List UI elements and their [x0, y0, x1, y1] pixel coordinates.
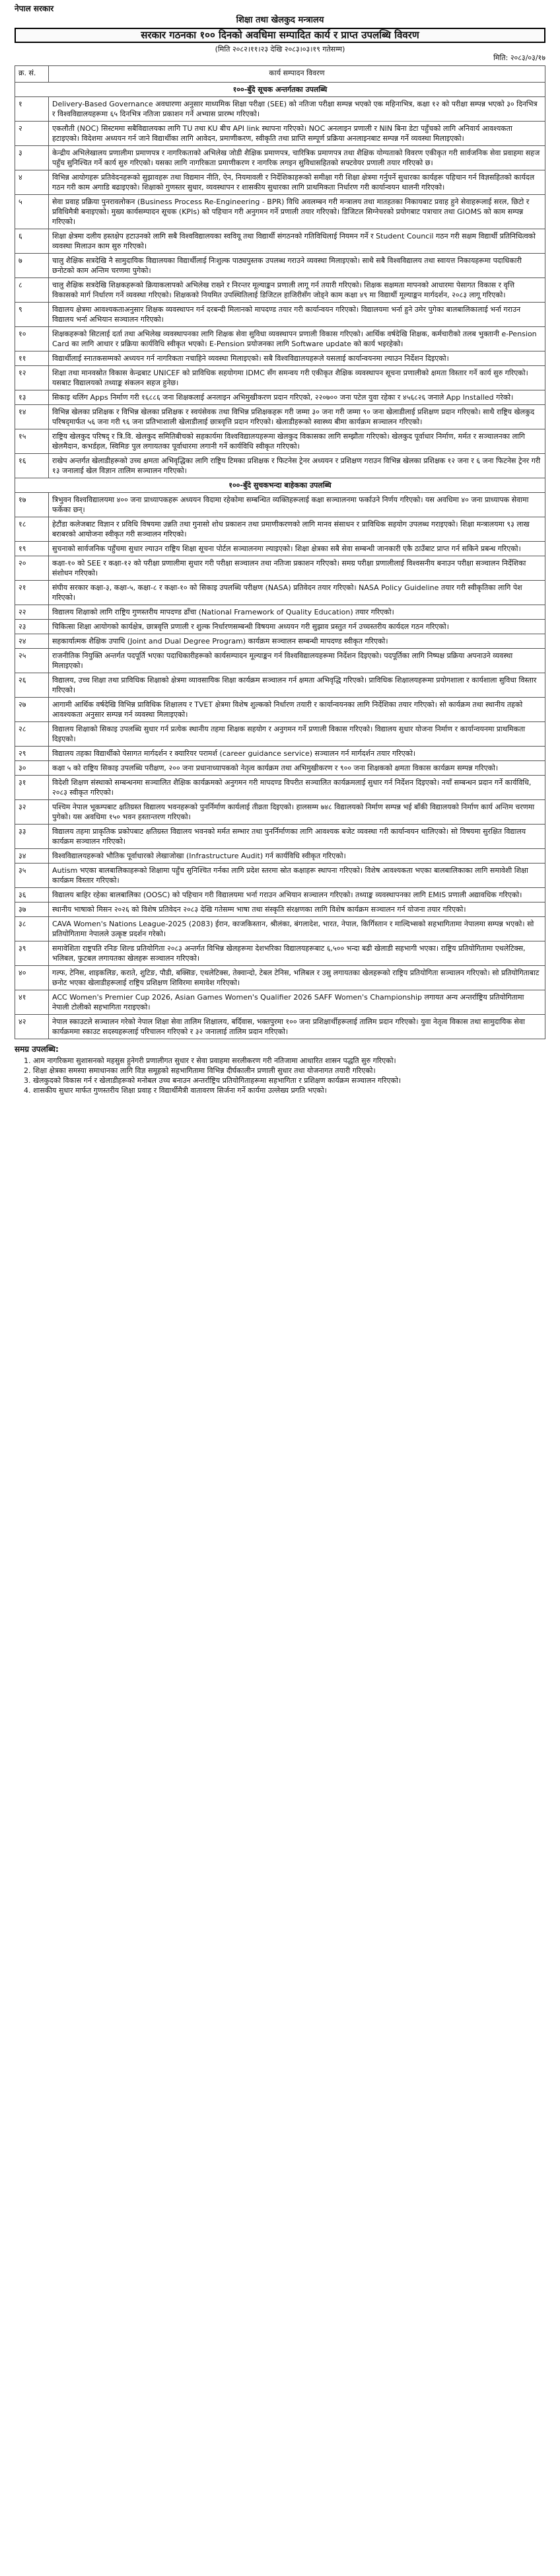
row-number: ३ [15, 146, 49, 170]
summary-item: 4. शासकीय सुधार मार्फत गुणस्तरीय शिक्षा प्रवाह र विद्यार्थीमैत्री वातावरण सिर्जना गर्ने कार्यमा उल्लेख्य प्रगति भएको। [33, 1086, 545, 1095]
row-number: ३८ [15, 917, 49, 941]
row-description: राजनीतिक नियुक्ति अन्तर्गत पदपूर्ति भएका पदाधिकारीहरूको कार्यसम्पादन मूल्याङ्कन गर्न विश्वविद्यालयहरूमा निर्देशन दिइएको। पदपूर्तिका लागि निष्पक्ष प्रक्रिया अपनाउने व्यवस्था मिलाइएको। [49, 649, 545, 673]
row-description: ACC Women's Premier Cup 2026, Asian Games Women's Qualifier 2026 SAFF Women's Championship लगायत अन्य अन्तर्राष्ट्रिय प्रतियोगितामा नेपाली टोलीको सहभागिता गराइएको। [49, 990, 545, 1015]
row-description: चालु शैक्षिक सत्रदेखि नै सामुदायिक विद्यालयका विद्यार्थीलाई निःशुल्क पाठ्यपुस्तक उपलब्ध गराउने व्यवस्था मिलाइएको। साथै सबै विश्वविद्यालय तथा स्वायत्त निकायहरूमा पदाधिकारी छनोटको काम अन्तिम चरणमा पुगेको। [49, 254, 545, 278]
row-description: CAVA Women's Nations League-2025 (2083) ईरान, काजकिस्तान, श्रीलंका, बंगलादेश, भारत, नेपाल, किर्गिस्तान र माल्दिभ्सको सहभागितामा नेपालमा सम्पन्न भएको। सो प्रतियोगितामा नेपालले उत्कृष्ट प्रदर्शन गरेको। [49, 917, 545, 941]
row-description: सहकार्यात्मक शैक्षिक उपाधि (Joint and Dual Degree Program) कार्यक्रम सञ्चालन सम्बन्धी मापदण्ड स्वीकृत गरिएको। [49, 634, 545, 649]
row-number: १२ [15, 366, 49, 390]
row-description: विद्यालय बाहिर रहेका बालबालिका (OOSC) को पहिचान गरी विद्यालयमा भर्ना गराउन अभियान सञ्चालन गरिएको। तथ्याङ्क व्यवस्थापनका लागि EMIS प्रणाली अद्यावधिक गरिएको। [49, 888, 545, 902]
row-description: Autism भएका बालबालिकाहरूको शिक्षामा पहुँच सुनिश्चित गर्नका लागि प्रदेश स्तरमा स्रोत कक्षाहरू स्थापना गरिएको। विशेष आवश्यकता भएका बालबालिकाका लागि समावेशी शिक्षा कार्यक्रम विस्तार गरिएको। [49, 864, 545, 888]
row-number: ३४ [15, 849, 49, 864]
row-number: १ [15, 97, 49, 122]
table-row [15, 146, 545, 170]
table-row [15, 698, 545, 722]
table-row [15, 556, 545, 581]
table-row [15, 917, 545, 941]
table-row [15, 825, 545, 849]
table-row [15, 649, 545, 673]
row-description: शिक्षा तथा मानवस्रोत विकास केन्द्रबाट UNICEF को प्राविधिक सहयोगमा IDMC सँग समन्वय गरी एकीकृत शैक्षिक व्यवस्थापन सूचना प्रणालीको क्षमता विस्तार गर्ने कार्य सुरु गरिएको। यसबाट विद्यालयको तथ्याङ्क संकलन सहज हुनेछ। [49, 366, 545, 390]
row-description: त्रिभुवन विश्वविद्यालयमा ४०० जना प्राध्यापकहरू अध्ययन विदामा रहेकोमा सम्बन्धित व्यक्तिहरूलाई कक्षा सञ्चालनमा फर्काउने निर्णय गरिएको। यस अवधिमा ४० जना प्राध्यापक सेवामा फर्केका छन्। [49, 493, 545, 517]
table-row [15, 195, 545, 229]
row-number: ४० [15, 966, 49, 990]
summary-title: समग्र उपलब्धि: [15, 1045, 59, 1054]
row-number: १३ [15, 390, 49, 405]
table-row [15, 990, 545, 1015]
row-description: सुचनाको सार्वजनिक पहुँचमा सुधार ल्याउन राष्ट्रिय शिक्षा सूचना पोर्टल सञ्चालनमा ल्याइएको। शिक्षा क्षेत्रका सबै सेवा सम्बन्धी जानकारी एकै ठाउँबाट प्राप्त गर्न सकिने प्रबन्ध गरिएको। [49, 542, 545, 556]
table-row [15, 673, 545, 698]
row-number: ९ [15, 303, 49, 327]
section-header-row [15, 478, 545, 493]
date-line: मिति: २०८३/०३/१७ [493, 54, 545, 62]
row-description: विद्यालय शिक्षाको लागि राष्ट्रिय गुणस्तरीय मापदण्ड ढाँचा (National Framework of Quality Education) तयार गरिएको। [49, 605, 545, 620]
row-description: विद्यालय शिक्षाको सिकाइ उपलब्धि सुधार गर्न प्रत्येक स्थानीय तहमा शिक्षक सहयोग र अनुगमन गर्ने प्रणाली विकास गरिएको। विद्यालय सुधार योजना निर्माण र कार्यान्वयनमा प्राथमिकता दिइएको। [49, 722, 545, 747]
row-number: २० [15, 556, 49, 581]
table-header-row [15, 66, 545, 83]
row-number: ४२ [15, 1015, 49, 1039]
row-number: १४ [15, 405, 49, 429]
table-row [15, 620, 545, 634]
table-row [15, 1015, 545, 1039]
table-row [15, 761, 545, 776]
row-number: ४ [15, 170, 49, 195]
table-row [15, 941, 545, 966]
row-description: चिकित्सा शिक्षा आयोगको कार्यक्षेत्र, छात्रवृत्ति प्रणाली र शुल्क निर्धारणसम्बन्धी विषयमा अध्ययन गरी सुझाव प्रस्तुत गर्न उच्चस्तरीय कार्यदल गठन गरिएको। [49, 620, 545, 634]
row-description: शिक्षा क्षेत्रमा दलीय हस्तक्षेप हटाउनको लागि सबै विश्वविद्यालयका स्ववियू तथा विद्यार्थी संगठनको गतिविधिलाई नियमन गर्ने र Student Council गठन गरी सक्षम विद्यार्थी प्रतिनिधित्वको व्यवस्था मिलाउन काम सुरु गरिएको। [49, 229, 545, 254]
table-row [15, 747, 545, 761]
table-row [15, 390, 545, 405]
row-description: शिक्षकहरूको सिटलाई दर्ता तथा अभिलेख व्यवस्थापनका लागि शिक्षक सेवा सुविधा व्यवस्थापन प्रणाली विकास गरिएको। आर्थिक वर्षदेखि शिक्षक, कर्मचारीको तलब भुक्तानी e-Pension Card का लागि आधार र प्रक्रिया कार्यविधि स्वीकृत भएको। E-Pension प्रयोजनका लागि Software update को कार्य भइरहेको। [49, 327, 545, 351]
row-number: ११ [15, 351, 49, 366]
table-row [15, 902, 545, 917]
row-description: विद्यालय तहमा प्राकृतिक प्रकोपबाट क्षतिग्रस्त विद्यालय भवनको मर्मत सम्भार तथा पुनर्निर्माणका लागि आवश्यक बजेट व्यवस्था गरी कार्यान्वयन थालिएको। सो विषयमा सुरक्षित विद्यालय कार्यक्रम सञ्चालन गरिएको। [49, 825, 545, 849]
row-description: Delivery-Based Governance अवधारणा अनुसार माध्यमिक शिक्षा परीक्षा (SEE) को नतिजा परीक्षा सम्पन्न भएको एक महिनाभित्र, कक्षा १२ को परीक्षा सम्पन्न भएको ३० दिनभित्र र विश्वविद्यालयहरूमा ६५ दिनभित्र नतिजा प्रकाशन गर्ने अभ्यास प्रारम्भ गरिएको। [49, 97, 545, 122]
row-number: ३१ [15, 776, 49, 800]
row-description: विद्यालय क्षेत्रमा आवश्यकताअनुसार शिक्षक व्यवस्थापन गर्न दरबन्दी मिलानको मापदण्ड तयार गरी कार्यान्वयन गरिएको। विद्यालयमा भर्ना हुने उमेर पुगेका बालबालिकालाई भर्ना गराउन विद्यालय भर्ना अभियान सञ्चालन गरिएको। [49, 303, 545, 327]
row-description: स्थानीय भाषाको मिसन २०२६ को विशेष प्रतिवेदन २०८३ देखि गतेसम्म भाषा तथा संस्कृति संरक्षणका लागि विशेष कार्यक्रम सञ्चालन गर्न योजना तयार गरिएको। [49, 902, 545, 917]
table-row [15, 405, 545, 429]
row-number: १७ [15, 493, 49, 517]
row-description: संघीय सरकार कक्षा-३, कक्षा-५, कक्षा-८ र कक्षा-१० को सिकाइ उपलब्धि परीक्षण (NASA) प्रतिवेदन तयार गरिएको। NASA Policy Guideline तयार गरी स्वीकृतिका लागि पेश गरिएको। [49, 581, 545, 605]
row-number: १९ [15, 542, 49, 556]
section-title: १००-बुँदे सूचक अन्तर्गतका उपलब्धि [15, 83, 545, 97]
row-description: नेपाल स्काउटले सञ्चालन गरेको नेपाल शिक्षा सेवा तालिम शिक्षालय, बर्दिवास, भक्तपुरमा १०० जना प्रशिक्षार्थीहरूलाई तालिम प्रदान गरिएको। युवा नेतृत्व विकास तथा सामुदायिक सेवा कार्यक्रममा स्काउट सदस्यहरूलाई परिचालन गरिएको र ३२ जनालाई तालिम प्रदान गरिएको। [49, 1015, 545, 1039]
row-number: १६ [15, 454, 49, 478]
row-description: राष्ट्रिय खेलकुद परिषद् र त्रि.वि. खेलकुद समितिबीचको सहकार्यमा विश्वविद्यालयहरूमा खेलकुद विकासका लागि सम्झौता गरिएको। खेलकुद पूर्वाधार निर्माण, मर्मत र सञ्चालनका लागि खेलमैदान, कभर्डहल, स्विमिङ पुल लगायतका पूर्वाधारमा लगानी गर्ने कार्यविधि स्वीकृत गरिएको। [49, 429, 545, 454]
row-number: १८ [15, 517, 49, 542]
col-header-desc: कार्य सम्पादन विवरण [49, 66, 545, 83]
row-description: एकलौती (NOC) सिस्टममा सबैविद्यालयका लागि TU तथा KU बीच API link स्थापना गरिएको। NOC अनलाइन प्रणाली र NIN बिना डेटा पहुँचको लागि अनिवार्य आवश्यकता हटाइएको। विदेशमा अध्ययन गर्न जाने विद्यार्थीका लागि आवेदन, प्रमाणीकरण, स्वीकृति तथा प्राप्ति सम्पूर्ण प्रक्रिया अनलाइनबाट सम्पन्न गर्ने व्यवस्था मिलाइएको। [49, 122, 545, 146]
table-row [15, 278, 545, 303]
row-number: ६ [15, 229, 49, 254]
table-body [15, 83, 545, 1039]
table-row [15, 722, 545, 747]
table-row [15, 800, 545, 825]
row-description: हेटौंडा कलेजबाट विज्ञान र प्रविधि विषयमा उन्नति तथा गुनासो शोध प्रकाशन तथा प्रमाणीकरणको लागि मानव संसाधन र प्राविधिक सहयोग उपलब्ध गराइएको। शिक्षा मन्त्रालयमा ९३ लाख बराबरको आयोजना स्वीकृत गरी सञ्चालन गरिएको। [49, 517, 545, 542]
row-description: विदेशी शिक्षण संस्थाको सम्बन्धनमा सञ्चालित शैक्षिक कार्यक्रमको अनुगमन गरी मापदण्ड विपरीत सञ्चालित कार्यक्रमलाई सुधार गर्न निर्देशन दिइएको। नयाँ सम्बन्धन प्रदान गर्ने कार्यविधि, २०८३ स्वीकृत गरिएको। [49, 776, 545, 800]
row-description: कक्षा-१० को SEE र कक्षा-१२ को परीक्षा प्रणालीमा सुधार गरी परीक्षा सञ्चालन तथा नतिजा प्रकाशन गरिएको। समग्र परीक्षा प्रणालीलाई विश्वसनीय बनाउन परीक्षा सञ्चालन निर्देशिका संशोधन गरिएको। [49, 556, 545, 581]
table-row [15, 634, 545, 649]
table-row [15, 517, 545, 542]
table-row [15, 888, 545, 902]
row-number: ८ [15, 278, 49, 303]
table-row [15, 776, 545, 800]
table-row [15, 581, 545, 605]
table-row [15, 303, 545, 327]
row-number: ३५ [15, 864, 49, 888]
row-number: २१ [15, 581, 49, 605]
row-description: सेवा प्रवाह प्रक्रिया पुनरावलोकन (Business Process Re-Engineering - BPR) विधि अवलम्बन गरी मन्त्रालय तथा मातहतका निकायबाट प्रवाह हुने सेवाहरूलाई सरल, छिटो र प्रविधिमैत्री बनाइएको। मुख्य कार्यसम्पादन सूचक (KPIs) को पहिचान गरी अनुगमन गर्ने प्रणाली तयार गरिएको। डिजिटल सिग्नेचरको प्रयोगबाट पत्राचार तथा GIOMS को काम सम्पन्न गरिएको। [49, 195, 545, 229]
document-title: सरकार गठनका १०० दिनको अवधिमा सम्पादित कार्य र प्राप्त उपलब्धि विवरण [15, 28, 545, 43]
row-number: २६ [15, 673, 49, 698]
progress-table [15, 65, 545, 1039]
row-number: ३३ [15, 825, 49, 849]
row-description: पश्चिम नेपाल भूकम्पबाट क्षतिग्रस्त विद्यालय भवनहरूको पुनर्निर्माण कार्यलाई तीव्रता दिइएको। हालसम्म ७४८ विद्यालयको निर्माण सम्पन्न भई बाँकी विद्यालयको निर्माण कार्य अन्तिम चरणमा पुगेको। यस अवधिमा १५० भवन हस्तान्तरण गरिएको। [49, 800, 545, 825]
table-row [15, 351, 545, 366]
row-description: सिकाइ थलिंग Apps निर्माण गरी १६८८६ जना शिक्षकलाई अनलाइन अभिमुखीकरण प्रदान गरिएको, २२०७०० जना पटेल युवा रहेका र ४५६८२६ जनाले App Installed गरेको। [49, 390, 545, 405]
table-row [15, 97, 545, 122]
table-row [15, 429, 545, 454]
summary-item: 1. आम नागरिकमा सुशासनको महसुस हुनेगरी प्रणालीगत सुधार र सेवा प्रवाहमा सरलीकरण गरी नतिजामा आधारित शासन पद्धति सुरु गरिएको। [33, 1056, 545, 1066]
row-number: ४१ [15, 990, 49, 1015]
table-row [15, 605, 545, 620]
table-row [15, 122, 545, 146]
row-number: ३० [15, 761, 49, 776]
row-description: कक्षा ५ को राष्ट्रिय सिकाइ उपलब्धि परीक्षण, २०० जना प्रधानाध्यापकको नेतृत्व कार्यक्रम तथा अभिमुखीकरण र ९०० जना शिक्षकको क्षमता विकास कार्यक्रम सम्पन्न गरिएको। [49, 761, 545, 776]
table-row [15, 254, 545, 278]
row-description: गल्फ, टेनिस, शाइकलिङ, कराते, शुटिङ, पौडी, बक्सिङ, एथलेटिक्स, तेक्वान्दो, टेबल टेनिस, भलिबल र उसु लगायतका खेलहरूको राष्ट्रिय प्रतियोगिता सञ्चालन गरिएको। सो प्रतियोगिताबाट छनोट भएका खेलाडीहरूलाई राष्ट्रिय प्रशिक्षण शिविरमा समावेश गरिएको। [49, 966, 545, 990]
row-description: विद्यालय तहका विद्यार्थीको पेसागत मार्गदर्शन र क्यारियर परामर्श (career guidance service) सञ्चालन गर्न मार्गदर्शन तयार गरिएको। [49, 747, 545, 761]
period-line: (मिति २०८२।११।२३ देखि २०८३।०३।१९ गतेसम्म) [215, 45, 345, 54]
row-number: १० [15, 327, 49, 351]
table-row [15, 229, 545, 254]
row-description: विभिन्न आयोगहरू प्रतिवेदनहरूको सुझावहरू तथा विद्यमान नीति, ऐन, नियमावली र निर्देशिकाहरूको समीक्षा गरी शिक्षा क्षेत्रमा गर्नुपर्ने सुधारका कार्यहरू पहिचान गर्न विज्ञसहितको कार्यदल गठन गरी काम अगाडि बढाइएको। शिक्षाको गुणस्तर सुधार, व्यवस्थापन र शासकीय सुधारका लागि प्राथमिकता निर्धारण गरी कार्यान्वयन थालनी गरिएको। [49, 170, 545, 195]
row-number: २८ [15, 722, 49, 747]
row-description: समावेशिता राष्ट्रपति रनिङ शिल्ड प्रतियोगिता २०८३ अन्तर्गत विभिन्न खेलहरूमा देशभरिका विद्यालयहरूबाट ६,५०० भन्दा बढी खेलाडी सहभागी भएका। राष्ट्रिय प्रतियोगितामा एथलेटिक्स, भलिबल, फुटबल लगायतका खेलहरू सञ्चालन गरिएको। [49, 941, 545, 966]
table-row [15, 542, 545, 556]
table-row [15, 454, 545, 478]
row-description: केन्द्रीय अभिलेखालय प्रणालीमा प्रमाणपत्र र नागरिकताको अभिलेख जोडी शैक्षिक प्रमाणपत्र, चारित्रिक प्रमाणपत्र तथा शैक्षिक योग्यताको विवरण एकीकृत गरी सार्वजनिक सेवा प्रवाहमा सहज पहुँच सुनिश्चित गर्ने कार्य सुरु गरिएको। यसका लागि नागरिकता प्रमाणीकरण र नागरिक लगइन सुविधासहितको सफ्टवेयर प्रणाली तयार गरिएको छ। [49, 146, 545, 170]
row-number: २ [15, 122, 49, 146]
col-header-sn: क्र. सं. [15, 66, 49, 83]
table-row [15, 493, 545, 517]
row-number: ३२ [15, 800, 49, 825]
summary-section [15, 1045, 545, 1095]
row-number: २३ [15, 620, 49, 634]
row-number: २५ [15, 649, 49, 673]
row-description: राखेप अन्तर्गत खेलाडीहरूको उच्च क्षमता अभिवृद्धिका लागि राष्ट्रिय टिमका प्रशिक्षक र फिटनेस ट्रेनर अध्ययन र प्रशिक्षण गराउन विभिन्न खेलका प्रशिक्षक १२ जना र ६ जना फिटनेस ट्रेनर गरी १३ जनालाई खेल विज्ञान तालिम सञ्चालन गरिएको। [49, 454, 545, 478]
government-name: नेपाल सरकार [15, 4, 54, 13]
table-row [15, 966, 545, 990]
row-number: ५ [15, 195, 49, 229]
row-description: चालु शैक्षिक सत्रदेखि शिक्षकहरूको क्रियाकलापको अभिलेख राख्ने र निरन्तर मूल्याङ्कन प्रणाली लागू गर्न तयारी गरिएको। शिक्षक सक्षमता मापनको आधारमा पेसागत विकास र वृत्ति विकासको मार्ग निर्धारण गर्ने व्यवस्था गरिएको। शिक्षकको नियमित उपस्थितिलाई डिजिटल हाजिरीसँग जोड्ने काम कक्षा ४९ मा विद्यार्थी मूल्याङ्कन मार्गदर्शन, २०८३ लागू गरिएको। [49, 278, 545, 303]
table-row [15, 170, 545, 195]
row-number: ३६ [15, 888, 49, 902]
row-number: २७ [15, 698, 49, 722]
row-number: २४ [15, 634, 49, 649]
row-number: १५ [15, 429, 49, 454]
summary-item: 3. खेलकुदको विकास गर्न र खेलाडीहरूको मनोबल उच्च बनाउन अन्तर्राष्ट्रिय प्रतियोगिताहरूमा सहभागिता र प्रशिक्षण कार्यक्रम सञ्चालन गरिएको। [33, 1076, 545, 1086]
row-number: ७ [15, 254, 49, 278]
row-description: आगामी आर्थिक वर्षदेखि विभिन्न प्राविधिक शिक्षालय र TVET क्षेत्रमा विशेष शुल्कको निर्धारण तयारी र कार्यान्वयनका लागि निर्देशिका तयार गरिएको। सो कार्यक्रम तथा स्थानीय तहको आवश्यकता अनुसार सम्पन्न गर्न व्यवस्था मिलाइएको। [49, 698, 545, 722]
row-number: २२ [15, 605, 49, 620]
section-header-row [15, 83, 545, 97]
row-description: विभिन्न खेलका प्रशिक्षक र विभिन्न खेलका प्रशिक्षक र स्वयंसेवक तथा विभिन्न प्रशिक्षकहरू गरी जम्मा ३० जना गरी जम्मा ९० जना खेलाडीलाई प्रशिक्षण प्रदान गरिएको। साथै राष्ट्रिय खेलकुद परिषद्‌मार्फत ५६ जना गरी ९६ जना प्रतिभाशाली खेलाडीलाई छात्रवृत्ति प्रदान गरिएको। खेलाडीहरूको स्वास्थ्य बीमा कार्यक्रम सञ्चालन गरिएको। [49, 405, 545, 429]
ministry-name: शिक्षा तथा खेलकुद मन्त्रालय [236, 15, 324, 25]
summary-item: 2. शिक्षा क्षेत्रका समस्या समाधानका लागि विज्ञ समूहको सहभागितामा विभिन्न दीर्घकालीन प्रणाली सुधार तथा योजनागत तयारी गरिएको। [33, 1066, 545, 1076]
table-row [15, 849, 545, 864]
table-row [15, 864, 545, 888]
section-title: १००-बुँदे सुचकभन्दा बाहेकका उपलब्धि [15, 478, 545, 493]
table-row [15, 366, 545, 390]
row-number: ३९ [15, 941, 49, 966]
row-description: विश्वविद्यालयहरूको भौतिक पूर्वाधारको लेखाजोखा (Infrastructure Audit) गर्न कार्यविधि स्वीकृत गरिएको। [49, 849, 545, 864]
summary-list [33, 1056, 545, 1095]
table-row [15, 327, 545, 351]
row-description: विद्यालय, उच्च शिक्षा तथा प्राविधिक शिक्षाको क्षेत्रमा व्यावसायिक शिक्षा कार्यक्रम सञ्चालन गर्न क्षमता अभिवृद्धि गरिएको। प्राविधिक शिक्षालयहरूमा प्रयोगशाला र कार्यशाला सुविधा विस्तार गरिएको। [49, 673, 545, 698]
row-number: २९ [15, 747, 49, 761]
row-description: विद्यार्थीलाई स्नातकसम्मको अध्ययन गर्न नागरिकता नचाहिने व्यवस्था मिलाइएको। सबै विश्वविद्यालयहरूले यसलाई कार्यान्वयनमा ल्याउन निर्देशन दिइएको। [49, 351, 545, 366]
row-number: ३७ [15, 902, 49, 917]
